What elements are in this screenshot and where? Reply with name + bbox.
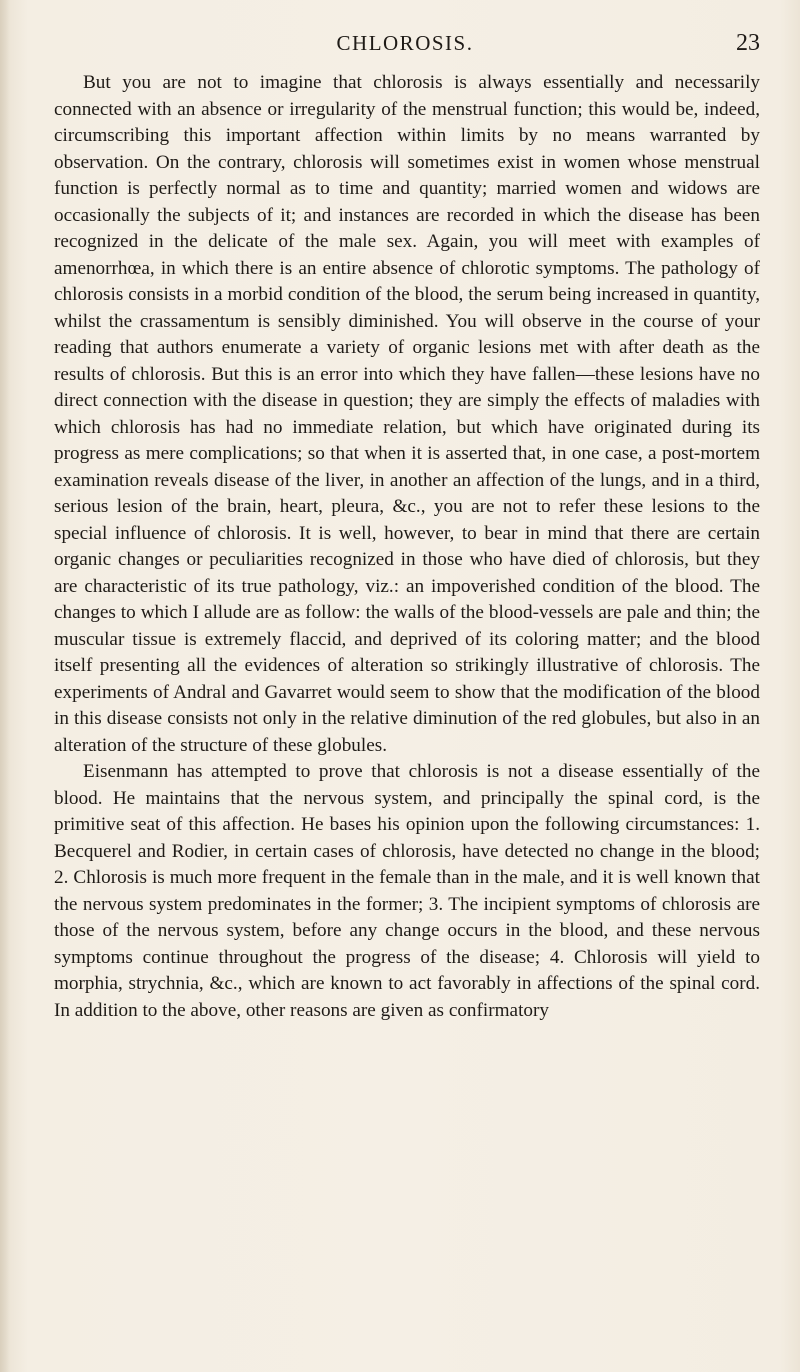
- page-header: [50, 26, 760, 60]
- paragraph-1: But you are not to imagine that chlorosis is always essentially and necessarily connected with an absence or irregularity of the menstrual function; this would be, indeed, circumscribing this important affection within limits by no means warranted by observation. On the contrary, chlorosis will sometimes exist in women whose menstrual function is perfectly normal as to time and quantity; married women and widows are occasionally the subjects of it; and instances are recorded in which the disease has been recognized in the delicate of the male sex. Again, you will meet with examples of amenorrhœa, in which there is an entire absence of chlorotic symptoms. The pathology of chlorosis consists in a morbid condition of the blood, the serum being increased in quantity, whilst the crassamentum is sensibly diminished. You will observe in the course of your reading that authors enumerate a variety of organic lesions met with after death as the results of chlorosis. But this is an error into which they have fallen—these lesions have no direct connection with the disease in question; they are simply the effects of maladies with which chlorosis has had no immediate relation, but which have originated during its progress as mere complications; so that when it is asserted that, in one case, a post-mortem examination reveals disease of the liver, in another an affection of the lungs, and in a third, serious lesion of the brain, heart, pleura, &c., you are not to refer these lesions to the special influence of chlorosis. It is well, however, to bear in mind that there are certain organic changes or peculiarities recognized in those who have died of chlorosis, but they are characteristic of its true pathology, viz.: an impoverished condition of the blood. The changes to which I allude are as follow: the walls of the blood-vessels are pale and thin; the muscular tissue is extremely flaccid, and deprived of its coloring matter; and the blood itself presenting all the evidences of alteration so strikingly illustrative of chlorosis. The experiments of Andral and Gavarret would seem to show that the modification of the blood in this disease consists not only in the relative diminution of the red globules, but also in an alteration of the structure of these globules.: [54, 72, 760, 756]
- page-number: 23: [736, 30, 760, 56]
- body-text: [54, 70, 760, 1360]
- page-gutter-shadow: [0, 0, 10, 1372]
- running-head: CHLOROSIS.: [336, 31, 474, 55]
- paragraph-2: Eisenmann has attempted to prove that chlorosis is not a disease essentially of the blood. He maintains that the nervous system, and principally the spinal cord, is the primitive seat of this affection. He bases his opinion upon the following circumstances: 1. Becquerel and Rodier, in certain cases of chlorosis, have detected no change in the blood; 2. Chlorosis is much more frequent in the female than in the male, and it is well known that the nervous system predominates in the former; 3. The incipient symptoms of chlorosis are those of the nervous system, before any change occurs in the blood, and these nervous symptoms continue throughout the progress of the disease; 4. Chlorosis will yield to morphia, strychnia, &c., which are known to act favorably in affections of the spinal cord. In addition to the above, other reasons are given as confirmatory: [54, 761, 760, 1021]
